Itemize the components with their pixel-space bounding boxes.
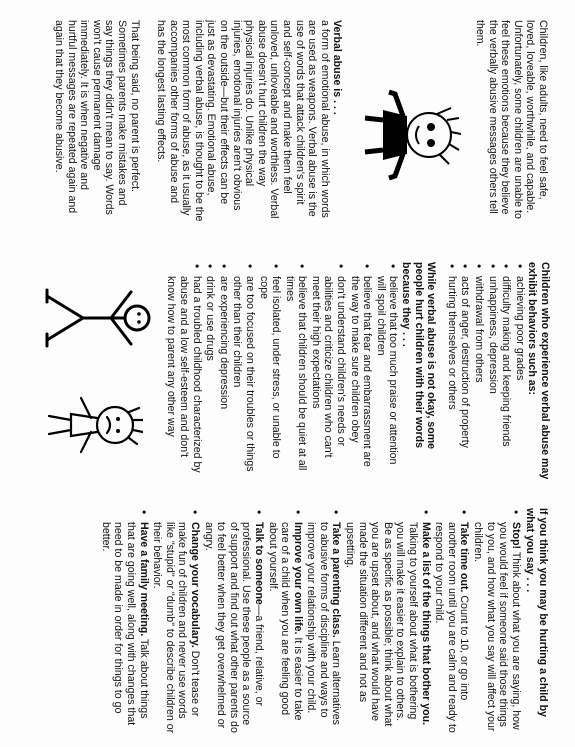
tip-lead: Change your vocabulary. (188, 522, 201, 648)
reasons-heading: While verbal abuse is not okay, some people hurt children with their words because they . . . (400, 262, 438, 450)
list-item: • believe that children should be quiet at all times (283, 276, 308, 480)
stick-figure-icon (35, 278, 155, 358)
tip-lead: Take time out. (458, 522, 471, 593)
tip-text: It is easier to take care of a child when you are feeling good about yourself. (266, 522, 304, 721)
tip-text: Count to 10, or go into another room until you are calm and ready to respond to your child. (433, 522, 471, 733)
tip-lead: Make a list of the things that bother you. (419, 522, 432, 726)
behaviors-heading: Children who experience verbal abuse may exhibit behaviors such as: (526, 262, 551, 480)
panel-left (0, 0, 575, 236)
behaviors-list (445, 262, 526, 480)
tips-heading: If you think you may be hurting a child by what you say . . . (524, 508, 549, 717)
list-item: • difficulty making and keeping friends (500, 276, 513, 480)
figure-spacer (343, 20, 463, 222)
crying-child-icon (43, 390, 143, 460)
list-item: • unhappiness, depression (486, 276, 499, 480)
list-item: • withdrawal from others (472, 276, 485, 480)
verbal-abuse-paragraph (155, 20, 344, 222)
list-item: • don't understand children's needs or abilities and criticize children who can't meet their high expectations (309, 276, 347, 480)
tip-text: Talking to yourself about what is bothering you will make it easier to explain to others. Be as specific as possible; think about what you are upset about, and what would have made the situation different and not as upsetting. (344, 522, 420, 727)
list-item: • feel isolated, under stress, or unable to cope (257, 276, 282, 480)
list-item (305, 522, 343, 735)
closing-paragraph: That being said, no parent is perfect. Sometimes parents make mistakes and say things they didn't mean to say. Words won't cause permanent damage immediately. It is when negative and hurtful messages are repeated again and again that they become abusive. (52, 20, 141, 215)
list-item (266, 522, 304, 735)
list-item (433, 522, 471, 735)
tip-text: Talk about things that are going well, along with changes that need to be made in order for things to go better. (99, 522, 150, 726)
list-item (151, 522, 201, 735)
tip-lead: Have a family meeting. (137, 522, 150, 637)
intro-paragraph: Children, like adults, need to feel safe, loved, loveable, worthwhile, and capable. Unfortunately, some children are unable to feel these emotions because they believe the verbally abusive messages others tell them. (474, 20, 549, 219)
reasons-list (165, 262, 400, 480)
tip-lead: Stop! (509, 522, 522, 550)
list-item: • achieving poor grades (513, 276, 526, 480)
list-item: • believe that too much praise or attention will spoil children (374, 276, 399, 480)
tips-list (99, 508, 522, 735)
panel-right (0, 500, 575, 747)
tip-lead: Take a parenting class. (330, 522, 343, 638)
list-item: • believe that fear and embarrassment are the way to make sure children obey (348, 276, 373, 480)
tip-lead: Improve your own life. (291, 522, 304, 635)
list-item: • are too focused on their troubles or things other than their children (231, 276, 256, 480)
tip-text: Learn alternatives to abusive forms of discipline and ways to improve your relationship with your child. (305, 522, 343, 725)
tip-text: Don't tease or make fun of children and never use words like "stupid" or "dumb" to describe children or their behavior. (151, 522, 201, 734)
list-item (471, 522, 521, 735)
verbal-abuse-body: a form of emotional abuse, in which words are used as weapons. Verbal abuse is the use of words that attack children's spirit and self-concept and make them feel unloved, unloveable and worthless. Verbal abuse doesn't hurt children the way physical injuries do. Unlike physical injuries, emotional injuries aren't obvious on the outside—but their effects can be just as devastating. Emotional abuse, including verbal abuse, is thought to be the most common form of abuse, as it usually accompanies other forms of abuse and has the longest lasting effects. (155, 20, 331, 222)
child-drawing-icon (361, 80, 461, 190)
verbal-abuse-heading: Verbal abuse is . . . (331, 20, 344, 115)
tip-text: —a friend, relative, or professional. Use these people as a source of support and find out what other parents do to feel better when they get overwhelmed or angry. (202, 522, 265, 733)
list-item: • acts of anger, destruction of property (459, 276, 472, 480)
list-item: • drink or use drugs (204, 276, 217, 480)
list-item: • hurting themselves or others (445, 276, 458, 480)
tip-text: Think about what you are saying, how you would feel if someone said those things to you, and how what you say will affect your children. (472, 522, 522, 732)
tip-lead: Talk to someone (252, 522, 265, 605)
list-item: • had a troubled childhood characterized by abuse and a low self-esteem and don't know how to parent any other way (165, 276, 203, 480)
list-item (99, 522, 149, 735)
list-item (344, 522, 432, 735)
panel-middle (0, 250, 575, 490)
list-item: • are experiencing depression (217, 276, 230, 480)
list-item (202, 522, 265, 735)
